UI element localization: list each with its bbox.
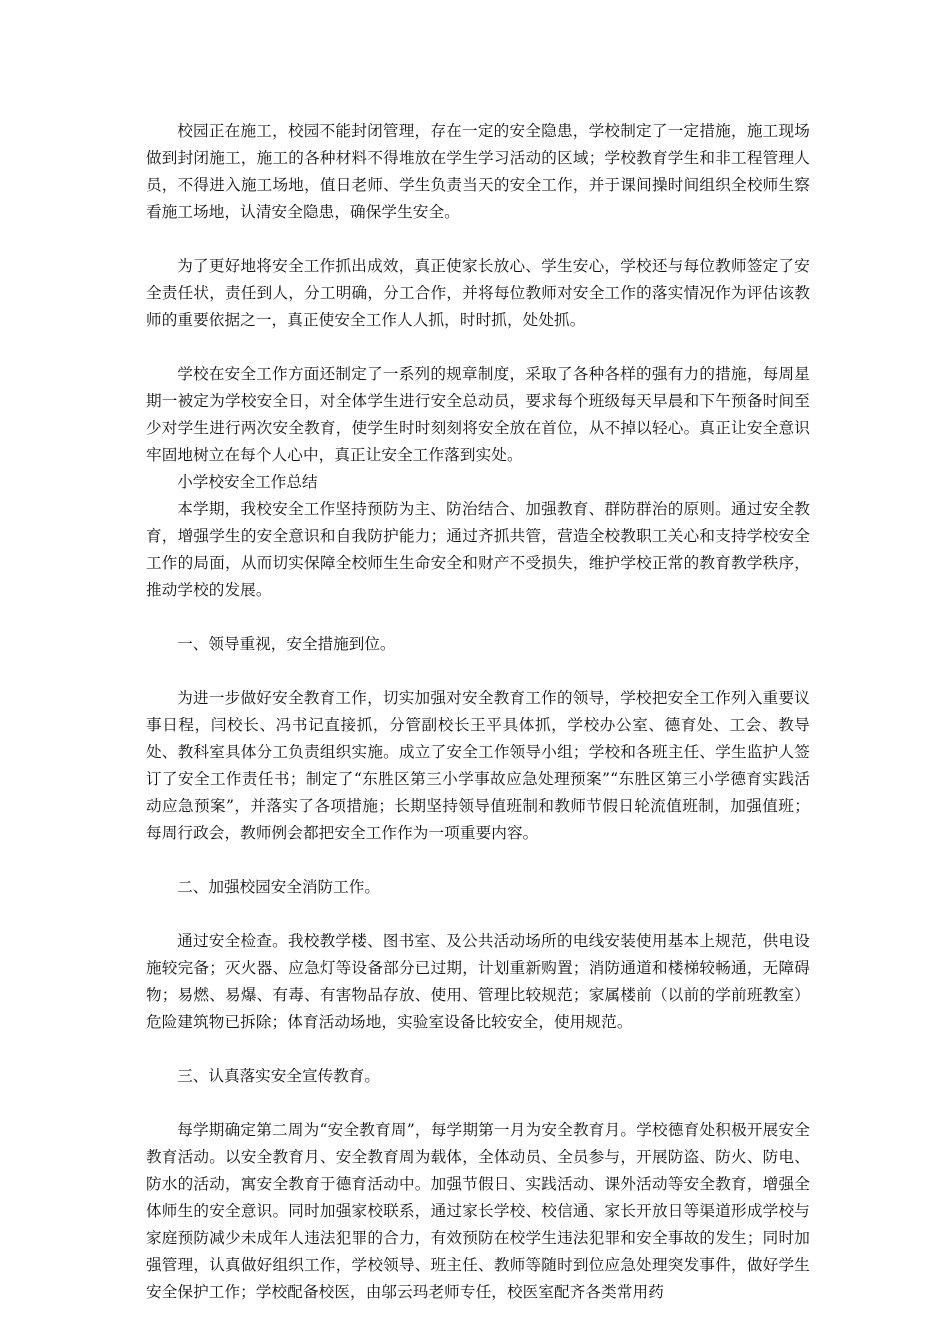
paragraph-leadership: 为进一步做好安全教育工作，切实加强对安全教育工作的领导，学校把安全工作列入重要议事日程，闫校长、冯书记直接抓，分管副校长王平具体抓，学校办公室、德育处、工会、教导处、教科室具体分工负责组织实施。成立了安全工作领导小组；学校和各班主任、学生监护人签订了安全工作责任书；制定了“东胜区第三小学事故应急处理预案”“东胜区第三小学德育实践活动应急预案”，并落实了各项措施；长期坚持领导值班制和教师节假日轮流值班制，加强值班；每周行政会，教师例会都把安全工作作为一项重要内容。 bbox=[146, 689, 810, 842]
section-heading-fire-safety: 二、加强校园安全消防工作。 bbox=[177, 878, 380, 896]
paragraph-gap bbox=[146, 226, 810, 253]
document-page bbox=[146, 118, 810, 1306]
paragraph-gap bbox=[146, 1090, 810, 1117]
paragraph-regulations: 学校在安全工作方面还制定了一系列的规章制度，采取了各种各样的强有力的措施，每周星期一被定为学校安全日，对全体学生进行安全总动员，要求每个班级每天早晨和下午预备时间至少对学生进行两次安全教育，使学生时时刻刻将安全放在首位，从不掉以轻心。真正让安全意识牢固地树立在每个人心中，真正让安全工作落到实处。 bbox=[146, 365, 810, 464]
paragraph-gap bbox=[146, 604, 810, 631]
section-heading-education: 三、认真落实安全宣传教育。 bbox=[177, 1067, 380, 1085]
paragraph-gap bbox=[146, 334, 810, 361]
section-heading-leadership: 一、领导重视，安全措施到位。 bbox=[177, 635, 396, 653]
paragraph-gap bbox=[146, 658, 810, 685]
paragraph-gap bbox=[146, 1036, 810, 1063]
paragraph-construction-safety: 校园正在施工，校园不能封闭管理，存在一定的安全隐患，学校制定了一定措施，施工现场做到封闭施工，施工的各种材料不得堆放在学生学习活动的区域；学校教育学生和非工程管理人员，不得进入施工场地，值日老师、学生负责当天的安全工作，并于课间操时间组织全校师生察看施工场地，认清安全隐患，确保学生安全。 bbox=[146, 122, 810, 221]
paragraph-responsibility: 为了更好地将安全工作抓出成效，真正使家长放心、学生安心，学校还与每位教师签定了安全责任状，责任到人，分工明确，分工合作，并将每位教师对安全工作的落实情况作为评估该教师的重要依据之一，真正使安全工作人人抓，时时抓，处处抓。 bbox=[146, 257, 810, 329]
paragraph-education: 每学期确定第二周为“安全教育周”，每学期第一月为安全教育月。学校德育处积极开展安全教育活动。以安全教育月、安全教育周为载体，全体动员、全员参与，开展防盗、防火、防电、防水的活动，寓安全教育于德育活动中。加强节假日、实践活动、课外活动等安全教育，增强全体师生的安全意识。同时加强家校联系，通过家长学校、校信通、家长开放日等渠道形成学校与家庭预防减少未成年人违法犯罪的合力，有效预防在校学生违法犯罪和安全事故的发生；同时加强管理，认真做好组织工作，学校领导、班主任、教师等随时到位应急处理突发事件，做好学生安全保护工作；学校配备校医，由邬云玛老师专任，校医室配齐各类常用药 bbox=[146, 1121, 810, 1301]
paragraph-gap bbox=[146, 847, 810, 874]
paragraph-semester-summary: 本学期，我校安全工作坚持预防为主、防治结合、加强教育、群防群治的原则。通过安全教育，增强学生的安全意识和自我防护能力；通过齐抓共管，营造全校教职工关心和支持学校安全工作的局面，从而切实保障全校师生生命安全和财产不受损失，维护学校正常的教育教学秩序，推动学校的发展。 bbox=[146, 500, 810, 599]
document-subtitle: 小学校安全工作总结 bbox=[177, 473, 318, 491]
paragraph-gap bbox=[146, 901, 810, 928]
paragraph-fire-safety: 通过安全检查。我校教学楼、图书室、及公共活动场所的电线安装使用基本上规范，供电设施较完备；灭火器、应急灯等设备部分已过期，计划重新购置；消防通道和楼梯较畅通，无障碍物；易燃、易爆、有毒、有害物品存放、使用、管理比较规范；家属楼前（以前的学前班教室）危险建筑物已拆除；体育活动场地，实验室设备比较安全，使用规范。 bbox=[146, 932, 810, 1031]
